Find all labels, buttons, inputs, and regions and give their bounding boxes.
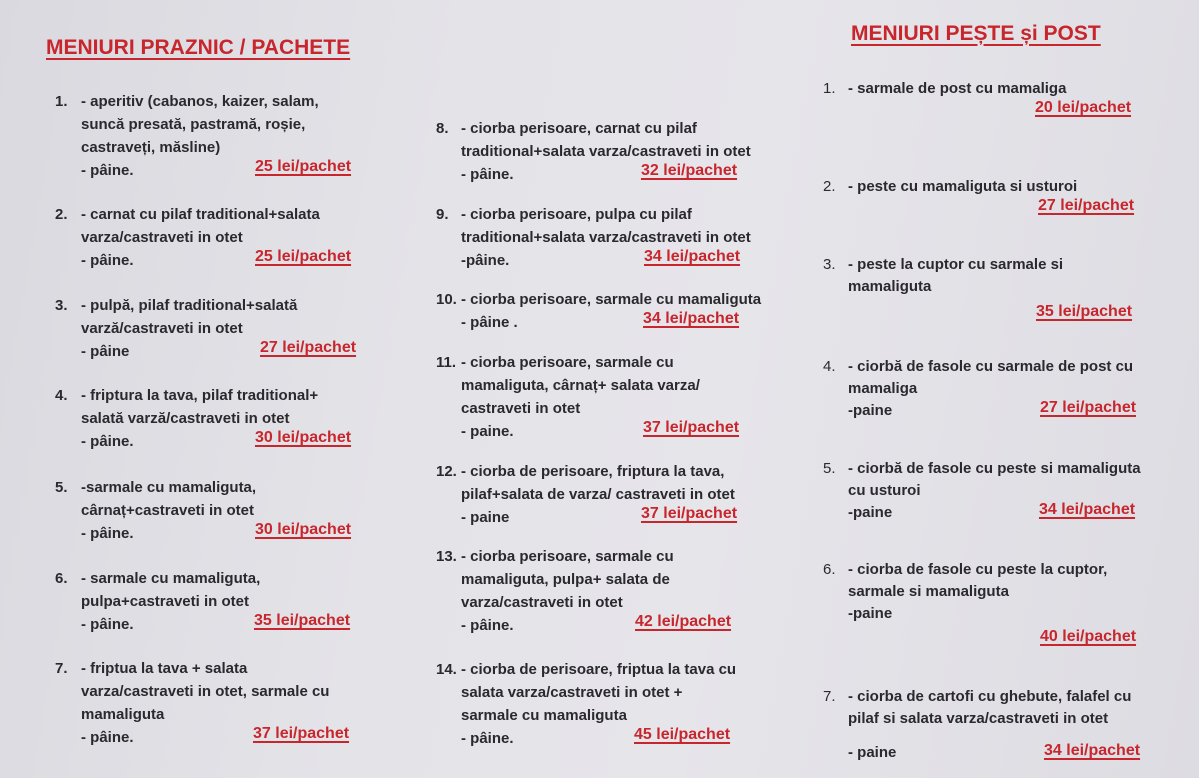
item-description-line: salată varză/castraveti in otet bbox=[81, 410, 290, 427]
item-number: 2. bbox=[823, 178, 836, 195]
item-description-line: - ciorba perisoare, carnat cu pilaf bbox=[461, 120, 697, 137]
item-price: 40 lei/pachet bbox=[1040, 628, 1137, 645]
item-description-line: varză/castraveti in otet bbox=[81, 320, 243, 337]
item-number: 13. bbox=[436, 548, 457, 565]
item-description-line: pilaf si salata varza/castraveti in otet bbox=[848, 710, 1109, 727]
item-description-line: - peste cu mamaliguta si usturoi bbox=[848, 178, 1078, 195]
item-bread: - pâine . bbox=[461, 314, 518, 331]
item-bread: - pâine. bbox=[81, 252, 134, 269]
item-description-line: pilaf+salata de varza/ castraveti in otet bbox=[461, 486, 735, 503]
item-bread: - paine bbox=[461, 509, 510, 526]
item-description-line: - ciorbă de fasole cu peste si mamaliguta bbox=[848, 460, 1141, 477]
right-menu-item bbox=[823, 559, 1107, 625]
item-number: 3. bbox=[55, 297, 68, 314]
item-description-line: salata varza/castraveti in otet + bbox=[461, 684, 683, 701]
right-menu-item bbox=[823, 254, 1063, 298]
item-number: 11. bbox=[436, 354, 457, 371]
item-bread: -paine bbox=[848, 504, 893, 521]
item-price: 30 lei/pachet bbox=[255, 521, 352, 538]
item-description-line: mamaliga bbox=[848, 380, 918, 397]
item-price: 27 lei/pachet bbox=[1038, 197, 1135, 214]
item-price: 20 lei/pachet bbox=[1035, 99, 1132, 116]
item-price: 25 lei/pachet bbox=[255, 158, 352, 175]
item-bread: - pâine. bbox=[81, 433, 134, 450]
item-description-line: varza/castraveti in otet bbox=[81, 229, 243, 246]
item-price: 34 lei/pachet bbox=[1044, 742, 1141, 759]
item-number: 6. bbox=[55, 570, 68, 587]
item-number: 2. bbox=[55, 206, 68, 223]
item-bread: - pâine. bbox=[81, 729, 134, 746]
item-price: 27 lei/pachet bbox=[260, 339, 357, 356]
item-description-line: traditional+salata varza/castraveti in otet bbox=[461, 143, 751, 160]
item-description-line: - ciorba de perisoare, friptura la tava, bbox=[461, 463, 725, 480]
right-menu-item bbox=[823, 78, 1066, 100]
right-heading: MENIURI PEȘTE și POST bbox=[851, 22, 1101, 45]
item-bread: - paine. bbox=[461, 423, 514, 440]
item-number: 5. bbox=[55, 479, 68, 496]
left-menu-item bbox=[55, 476, 256, 545]
item-price: 34 lei/pachet bbox=[643, 310, 740, 327]
item-description-line: - ciorba perisoare, sarmale cu mamaliguta bbox=[461, 291, 762, 308]
item-bread: - pâine. bbox=[461, 730, 514, 747]
left-heading: MENIURI PRAZNIC / PACHETE bbox=[46, 36, 351, 59]
item-description-line: - ciorba de cartofi cu ghebute, falafel cu bbox=[848, 688, 1132, 705]
item-price: 45 lei/pachet bbox=[634, 726, 731, 743]
item-number: 14. bbox=[436, 661, 457, 678]
item-bread: - pâine. bbox=[81, 162, 134, 179]
item-description-line: sarmale cu mamaliguta bbox=[461, 707, 627, 724]
item-description-line: varza/castraveti in otet, sarmale cu bbox=[81, 683, 330, 700]
item-bread: -pâine. bbox=[461, 252, 510, 269]
item-price: 42 lei/pachet bbox=[635, 613, 732, 630]
item-number: 6. bbox=[823, 561, 836, 578]
item-price: 25 lei/pachet bbox=[255, 248, 352, 265]
item-description-line: cârnaț+castraveti in otet bbox=[81, 502, 254, 519]
item-number: 3. bbox=[823, 256, 836, 273]
item-description-line: mamaliguta bbox=[848, 278, 932, 295]
item-price: 35 lei/pachet bbox=[254, 612, 351, 629]
item-description-line: - friptua la tava + salata bbox=[81, 660, 248, 677]
item-description-line: - carnat cu pilaf traditional+salata bbox=[81, 206, 320, 223]
item-price: 27 lei/pachet bbox=[1040, 399, 1137, 416]
item-description-line: varza/castraveti in otet bbox=[461, 594, 623, 611]
item-bread: - pâine bbox=[81, 343, 130, 360]
item-description-line: - sarmale de post cu mamaliga bbox=[848, 80, 1067, 97]
item-price: 32 lei/pachet bbox=[641, 162, 738, 179]
item-bread: - pâine. bbox=[81, 616, 134, 633]
item-description-line: - peste la cuptor cu sarmale si bbox=[848, 256, 1064, 273]
item-number: 8. bbox=[436, 120, 449, 137]
item-price: 34 lei/pachet bbox=[644, 248, 741, 265]
item-description-line: - sarmale cu mamaliguta, bbox=[81, 570, 261, 587]
item-number: 1. bbox=[55, 93, 68, 110]
item-number: 9. bbox=[436, 206, 449, 223]
item-description-line: sarmale si mamaliguta bbox=[848, 583, 1009, 600]
item-price: 37 lei/pachet bbox=[641, 505, 738, 522]
item-number: 5. bbox=[823, 460, 836, 477]
item-bread: - paine bbox=[848, 744, 897, 761]
item-number: 4. bbox=[823, 358, 836, 375]
item-description-line: -sarmale cu mamaliguta, bbox=[81, 479, 257, 496]
item-description-line: - friptura la tava, pilaf traditional+ bbox=[81, 387, 319, 404]
item-description-line: - ciorba perisoare, pulpa cu pilaf bbox=[461, 206, 692, 223]
item-price: 30 lei/pachet bbox=[255, 429, 352, 446]
item-description-line: - ciorba de perisoare, friptua la tava cu bbox=[461, 661, 737, 678]
item-description-line: mamaliguta bbox=[81, 706, 165, 723]
left-menu-item bbox=[55, 567, 260, 636]
item-description-line: - ciorba perisoare, sarmale cu bbox=[461, 548, 674, 565]
item-description-line: -paine bbox=[848, 605, 893, 622]
item-description-line: cu usturoi bbox=[848, 482, 921, 499]
item-description-line: mamaliguta, pulpa+ salata de bbox=[461, 571, 670, 588]
item-price: 37 lei/pachet bbox=[253, 725, 350, 742]
item-description-line: suncă presată, pastramă, roșie, bbox=[81, 116, 306, 133]
item-bread: - pâine. bbox=[461, 617, 514, 634]
item-description-line: castraveti in otet bbox=[461, 400, 581, 417]
item-bread: - pâine. bbox=[81, 525, 134, 542]
item-bread: -paine bbox=[848, 402, 893, 419]
item-description-line: - ciorbă de fasole cu sarmale de post cu bbox=[848, 358, 1134, 375]
item-description-line: castraveți, măsline) bbox=[81, 139, 221, 156]
item-number: 7. bbox=[823, 688, 836, 705]
item-number: 12. bbox=[436, 463, 457, 480]
item-description-line: traditional+salata varza/castraveti in otet bbox=[461, 229, 751, 246]
item-number: 1. bbox=[823, 80, 836, 97]
item-description-line: - pulpă, pilaf traditional+salată bbox=[81, 297, 298, 314]
item-number: 10. bbox=[436, 291, 457, 308]
item-description-line: - aperitiv (cabanos, kaizer, salam, bbox=[81, 93, 319, 110]
item-price: 35 lei/pachet bbox=[1036, 303, 1133, 320]
item-description-line: pulpa+castraveti in otet bbox=[81, 593, 249, 610]
item-price: 34 lei/pachet bbox=[1039, 501, 1136, 518]
item-description-line: - ciorba de fasole cu peste la cuptor, bbox=[848, 561, 1108, 578]
item-description-line: mamaliguta, cârnaț+ salata varza/ bbox=[461, 377, 700, 394]
item-description-line: - ciorba perisoare, sarmale cu bbox=[461, 354, 674, 371]
item-number: 7. bbox=[55, 660, 68, 677]
item-price: 37 lei/pachet bbox=[643, 419, 740, 436]
item-number: 4. bbox=[55, 387, 68, 404]
right-menu-item bbox=[823, 176, 1077, 198]
item-bread: - pâine. bbox=[461, 166, 514, 183]
